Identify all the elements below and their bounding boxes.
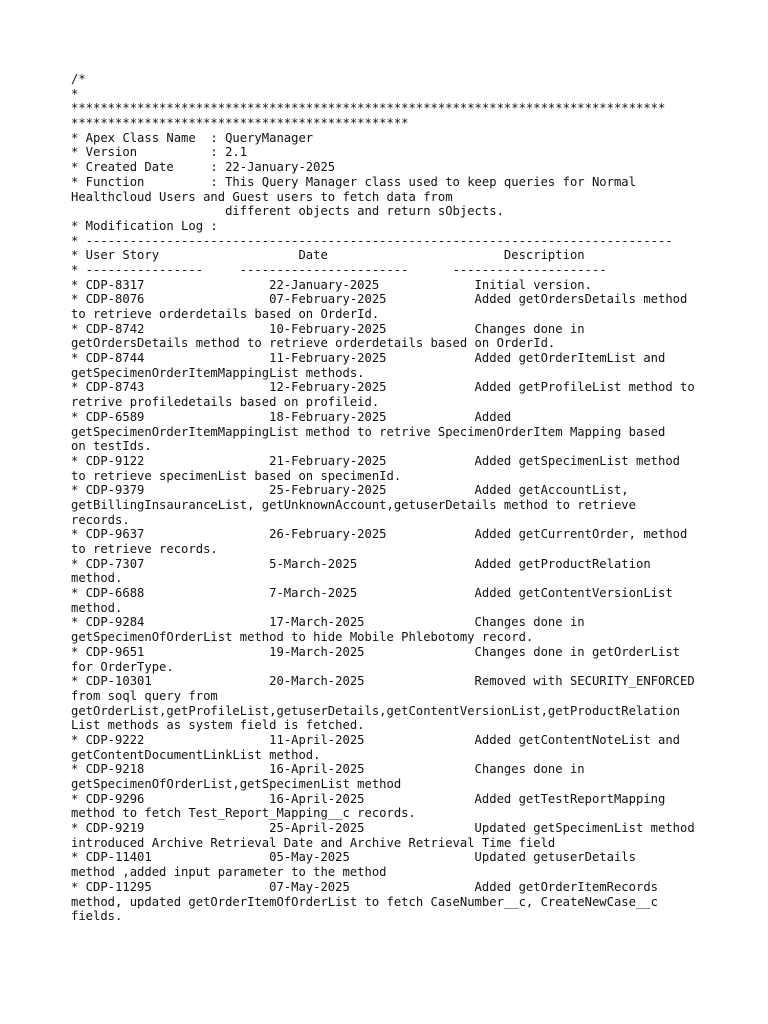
document-line: getSpecimenOrderItemMappingList methods. bbox=[71, 365, 365, 380]
document-line: * CDP-9222 11-April-2025 Added getContentNoteList and bbox=[71, 732, 681, 747]
document-line: * CDP-8742 10-February-2025 Changes done in bbox=[71, 321, 585, 336]
document-line: records. bbox=[71, 512, 130, 527]
document-line: ********************************************************************************* bbox=[71, 101, 666, 116]
document-line: * CDP-8744 11-February-2025 Added getOrderItemList and bbox=[71, 351, 666, 366]
document-line: * CDP-9296 16-April-2025 Added getTestReportMapping bbox=[71, 791, 666, 806]
code-comment-document bbox=[71, 72, 711, 924]
document-line: getContentDocumentLinkList method. bbox=[71, 747, 321, 762]
document-line: ********************************************** bbox=[71, 116, 409, 131]
document-line: * -------------------------------------------------------------------------------- bbox=[71, 233, 673, 248]
document-line: method to fetch Test_Report_Mapping__c records. bbox=[71, 806, 416, 821]
document-line: * CDP-7307 5-March-2025 Added getProductRelation bbox=[71, 556, 651, 571]
document-line: * User Story Date Description bbox=[71, 248, 585, 263]
document-line: to retrieve specimenList based on specimenId. bbox=[71, 468, 402, 483]
document-line: getOrderList,getProfileList,getuserDetails,getContentVersionList,getProductRelation bbox=[71, 703, 681, 718]
document-line: * CDP-10301 20-March-2025 Removed with SECURITY_ENFORCED bbox=[71, 674, 695, 689]
document-line: getSpecimenOfOrderList method to hide Mobile Phlebotomy record. bbox=[71, 630, 534, 645]
document-line: method. bbox=[71, 571, 123, 586]
document-line: introduced Archive Retrieval Date and Archive Retrieval Time field bbox=[71, 835, 556, 850]
document-line: * CDP-9637 26-February-2025 Added getCurrentOrder, method bbox=[71, 527, 688, 542]
document-line: Healthcloud Users and Guest users to fetch data from bbox=[71, 189, 453, 204]
document-line: * Version : 2.1 bbox=[71, 145, 248, 160]
document-line: * CDP-8317 22-January-2025 Initial version. bbox=[71, 277, 592, 292]
document-line: * CDP-8743 12-February-2025 Added getProfileList method to bbox=[71, 380, 695, 395]
document-line: * CDP-9219 25-April-2025 Updated getSpecimenList method bbox=[71, 821, 695, 836]
document-line: * CDP-9218 16-April-2025 Changes done in bbox=[71, 762, 585, 777]
document-line: * CDP-9651 19-March-2025 Changes done in getOrderList bbox=[71, 644, 681, 659]
document-line: List methods as system field is fetched. bbox=[71, 718, 365, 733]
document-line: * Apex Class Name : QueryManager bbox=[71, 130, 314, 145]
document-line: /* bbox=[71, 72, 86, 86]
document-line: * CDP-9284 17-March-2025 Changes done in bbox=[71, 615, 585, 630]
document-line: different objects and return sObjects. bbox=[71, 204, 504, 219]
document-line: * Created Date : 22-January-2025 bbox=[71, 160, 336, 175]
document-line: getSpecimenOfOrderList,getSpecimenList method bbox=[71, 777, 402, 791]
document-line: for OrderType. bbox=[71, 659, 174, 674]
document-line: fields. bbox=[71, 909, 123, 924]
document-line: * CDP-8076 07-February-2025 Added getOrdersDetails method bbox=[71, 292, 688, 307]
document-line: retrive profiledetails based on profileid. bbox=[71, 395, 380, 410]
document-line: getBillingInsauranceList, getUnknownAccount,getuserDetails method to retrieve bbox=[71, 497, 636, 512]
document-line: method ,added input parameter to the method bbox=[71, 865, 387, 880]
document-line: * ---------------- ----------------------- --------------------- bbox=[71, 262, 607, 277]
document-line: * CDP-6589 18-February-2025 Added bbox=[71, 409, 512, 424]
document-line: to retrieve records. bbox=[71, 542, 218, 556]
document-line: on testIds. bbox=[71, 439, 152, 454]
document-line: * CDP-11295 07-May-2025 Added getOrderItemRecords bbox=[71, 879, 658, 894]
document-line: * bbox=[71, 86, 79, 101]
document-line: * CDP-11401 05-May-2025 Updated getuserDetails bbox=[71, 850, 636, 865]
document-line: * Modification Log : bbox=[71, 218, 218, 233]
document-line: getSpecimenOrderItemMappingList method to retrive SpecimenOrderItem Mapping based bbox=[71, 424, 666, 439]
document-line: to retrieve orderdetails based on OrderId. bbox=[71, 307, 380, 321]
document-line: getOrdersDetails method to retrieve orderdetails based on OrderId. bbox=[71, 336, 556, 351]
document-line: * CDP-9379 25-February-2025 Added getAccountList, bbox=[71, 483, 629, 498]
document-line: method, updated getOrderItemOfOrderList to fetch CaseNumber__c, CreateNewCase__c bbox=[71, 894, 658, 909]
document-line: * Function : This Query Manager class used to keep queries for Normal bbox=[71, 174, 636, 189]
document-line: from soql query from bbox=[71, 688, 218, 703]
document-line: * CDP-9122 21-February-2025 Added getSpecimenList method bbox=[71, 453, 681, 468]
document-line: method. bbox=[71, 600, 123, 615]
document-line: * CDP-6688 7-March-2025 Added getContentVersionList bbox=[71, 586, 673, 601]
